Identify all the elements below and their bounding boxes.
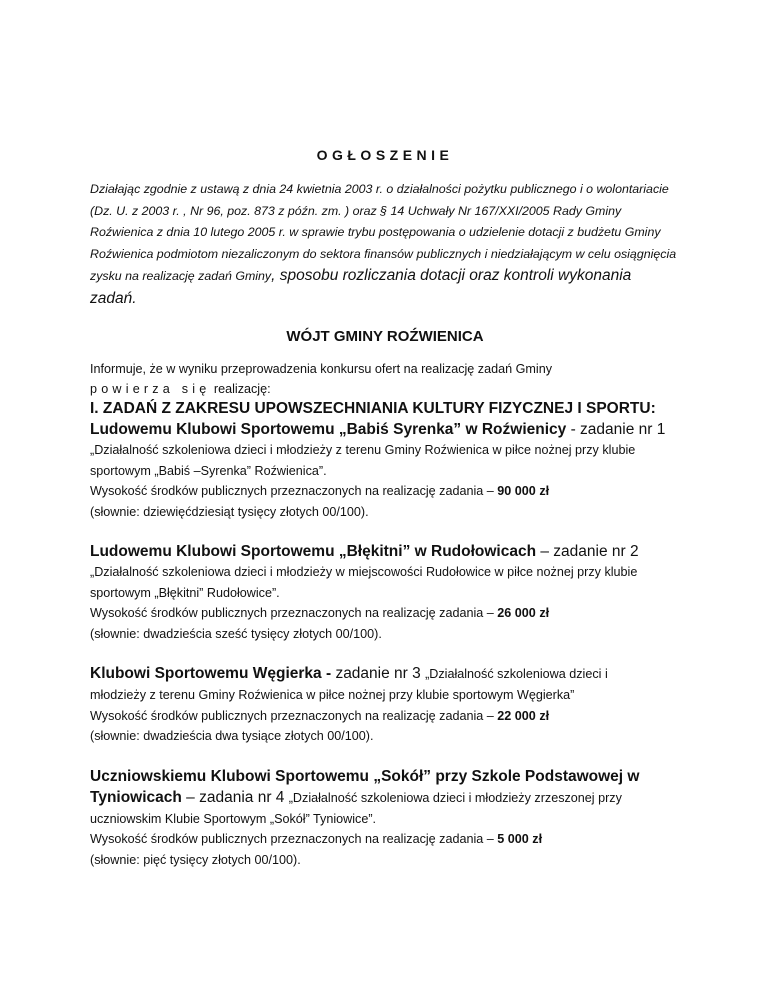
- task-1-description: „Działalność szkoleniowa dzieci i młodzieży z terenu Gminy Roźwienica w piłce nożnej przy klubie sportowym „Babiś –Syrenka” Roźwienica”.: [90, 443, 636, 478]
- task-block-4: [90, 766, 680, 871]
- legal-basis-text: Działając zgodnie z ustawą z dnia 24 kwietnia 2003 r. o działalności pożytku publicznego i o wolontariacie (Dz. U. z 2003 r. , Nr 96, poz. 873 z późn. zm. ) oraz § 14 Uchwały Nr 167/XXI/2005 Rady Gminy Roźwienica z dnia 10 lutego 2005 r. w sprawie trybu postępowania o udzielenie dotacji z budżetu Gminy Roźwienica podmiotom niezaliczonym do sektora finansów publicznych i niedziałającym w celu osiągnięcia zysku na realizację zadań Gminy: [90, 182, 677, 283]
- task-3-description-start: „Działalność szkoleniowa dzieci i: [425, 667, 608, 681]
- task-4-amount-prefix: Wysokość środków publicznych przeznaczonych na realizację zadania –: [90, 832, 498, 846]
- task-3-amount-line: [90, 706, 680, 727]
- task-1-amount-words: (słownie: dziewięćdziesiąt tysięcy złotych 00/100).: [90, 504, 369, 519]
- task-1-club: Ludowemu Klubowi Sportowemu „Babiś Syrenka” w Roźwienicy: [90, 421, 567, 438]
- announcement-document: [90, 140, 680, 870]
- task-4-amount: 5 000 zł: [497, 832, 543, 846]
- inform-line: Informuje, że w wyniku przeprowadzenia konkursu ofert na realizację zadań Gminy: [90, 362, 552, 376]
- inform-line-2: [90, 379, 680, 399]
- task-4-amount-line: [90, 829, 680, 850]
- task-3-amount: 22 000 zł: [497, 708, 550, 723]
- task-block-3: [90, 663, 680, 747]
- issuer-heading: WÓJT GMINY ROŹWIENICA: [286, 328, 484, 345]
- document-title: OGŁOSZENIE: [316, 147, 454, 163]
- task-1-amount: 90 000 zł: [497, 484, 550, 498]
- section-title: I. ZADAŃ Z ZAKRESU UPOWSZECHNIANIA KULTURY FIZYCZNEJ I SPORTU:: [90, 400, 656, 417]
- task-3-amount-prefix: Wysokość środków publicznych przeznaczonych na realizację zadania –: [90, 708, 498, 723]
- task-3-club: Klubowi Sportowemu Węgierka -: [90, 665, 336, 682]
- task-4-description: uczniowskim Klubie Sportowym „Sokół” Tyniowice”.: [90, 811, 377, 826]
- task-2-club: Ludowemu Klubowi Sportowemu „Błękitni” w Rudołowicach: [90, 543, 537, 560]
- task-2-amount: 26 000 zł: [497, 606, 550, 620]
- task-3-header: [90, 663, 680, 685]
- inform-spaced-text: powierza się: [90, 382, 211, 396]
- task-1-label: - zadanie nr 1: [566, 421, 666, 438]
- task-2-amount-line: [90, 603, 680, 624]
- task-4-amount-words: (słownie: pięć tysięcy złotych 00/100).: [90, 852, 301, 867]
- task-block-2: [90, 541, 680, 644]
- task-4-header: [90, 766, 680, 809]
- inform-rest-text: realizację:: [210, 382, 271, 396]
- task-2-amount-prefix: Wysokość środków publicznych przeznaczonych na realizację zadania –: [90, 606, 498, 620]
- task-block-1: [90, 419, 680, 522]
- task-1-amount-line: [90, 481, 680, 502]
- task-4-description-start: „Działalność szkoleniowa dzieci i młodzieży zrzeszonej przy: [288, 790, 622, 805]
- task-2-description: „Działalność szkoleniowa dzieci i młodzieży w miejscowości Rudołowice w piłce nożnej przy klubie sportowym „Błękitni” Rudołowice”.: [90, 565, 638, 600]
- task-1-header: [90, 419, 680, 440]
- task-3-amount-words: (słownie: dwadzieścia dwa tysiące złotych 00/100).: [90, 729, 374, 743]
- legal-basis-paragraph: [90, 179, 680, 310]
- task-3-description: młodzieży z terenu Gminy Roźwienica w piłce nożnej przy klubie sportowym Węgierka”: [90, 688, 575, 702]
- task-4-club: Uczniowskiemu Klubowi Sportowemu „Sokół” przy Szkole Podstawowej w Tyniowicach: [90, 767, 640, 806]
- task-2-label: – zadanie nr 2: [536, 543, 639, 560]
- task-2-header: [90, 541, 680, 562]
- task-1-amount-prefix: Wysokość środków publicznych przeznaczonych na realizację zadania –: [90, 484, 498, 498]
- task-2-amount-words: (słownie: dwadzieścia sześć tysięcy złotych 00/100).: [90, 626, 382, 641]
- legal-basis-tail: , sposobu rozliczania dotacji oraz kontroli wykonania zadań.: [90, 267, 632, 307]
- task-4-label: – zadania nr 4: [181, 788, 289, 806]
- task-3-label: zadanie nr 3: [335, 665, 426, 682]
